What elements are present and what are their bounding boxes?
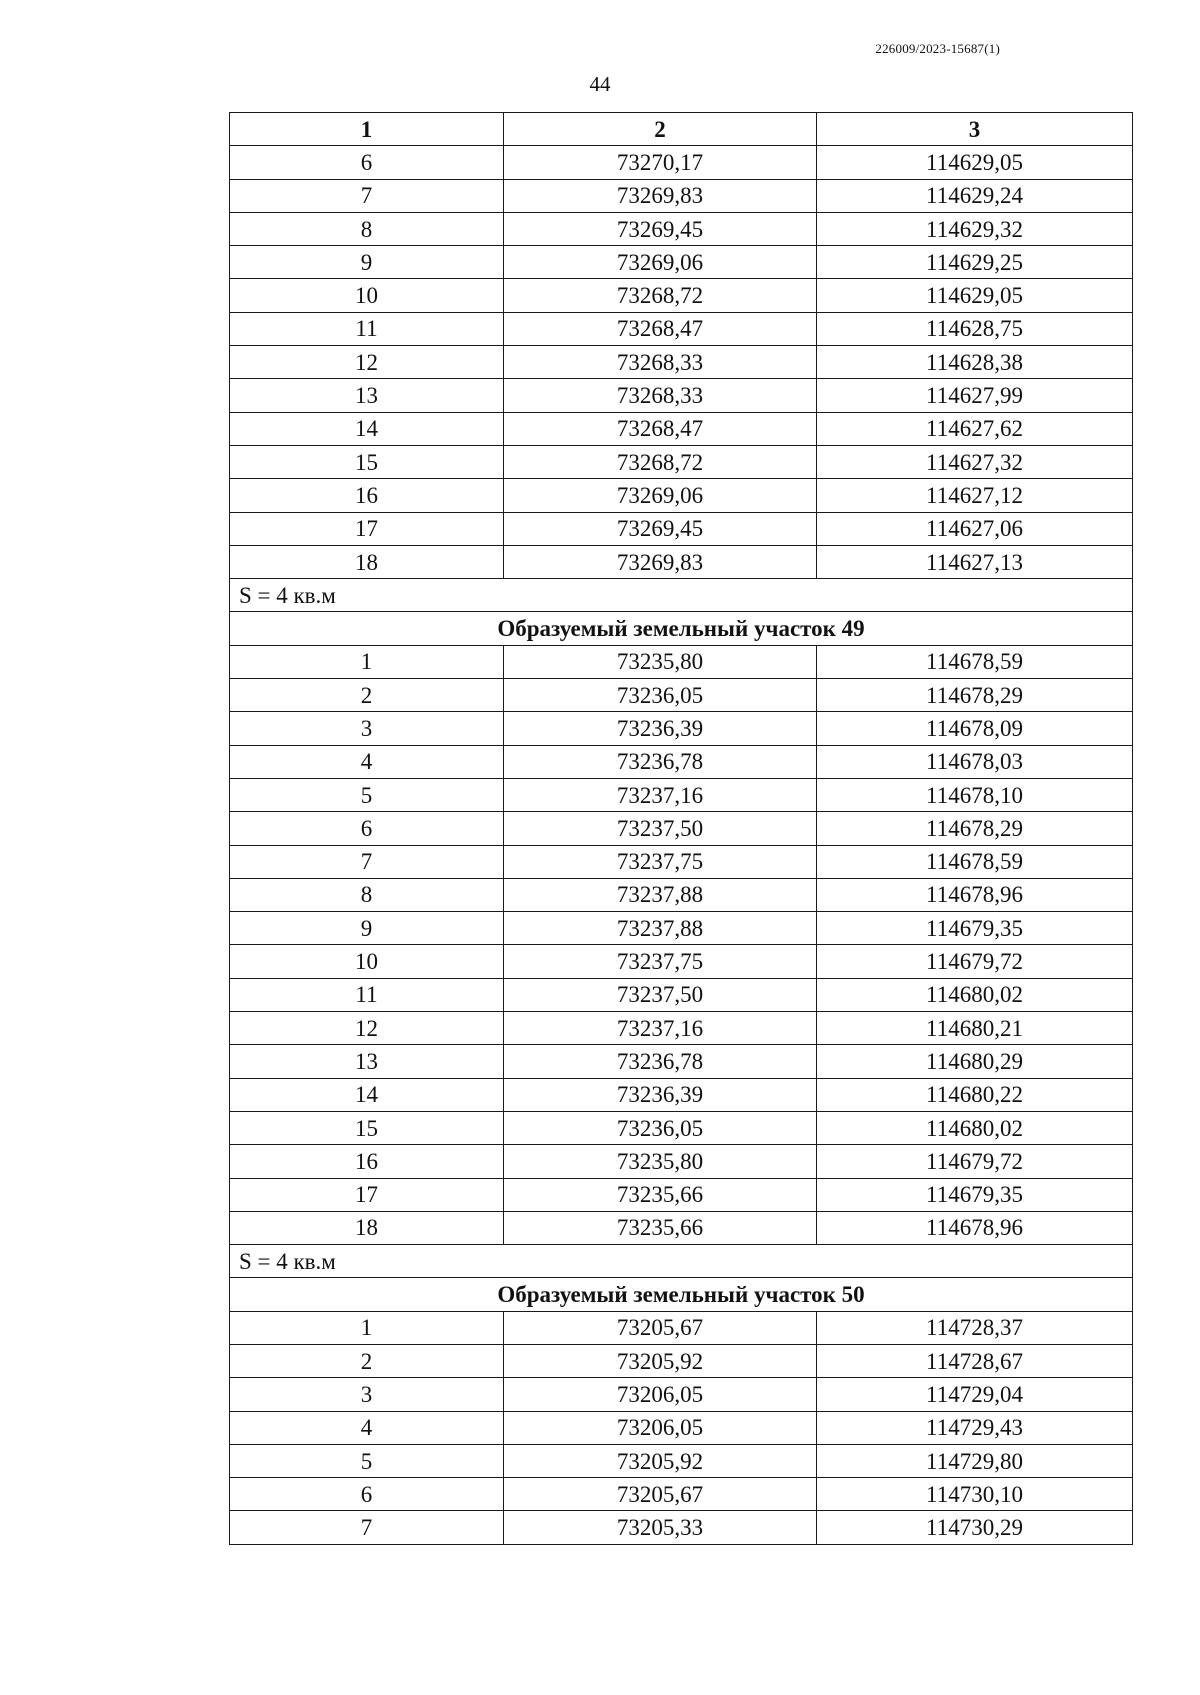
cell-x-coordinate: 73206,05 <box>504 1411 817 1444</box>
cell-point-number: 2 <box>230 1344 504 1377</box>
cell-y-coordinate: 114680,02 <box>817 1111 1133 1144</box>
table-row <box>230 1344 1133 1377</box>
cell-y-coordinate: 114629,32 <box>817 212 1133 245</box>
cell-x-coordinate: 73236,39 <box>504 712 817 745</box>
cell-y-coordinate: 114678,59 <box>817 645 1133 678</box>
section-title: Образуемый земельный участок 49 <box>230 612 1133 645</box>
cell-point-number: 6 <box>230 812 504 845</box>
table-row <box>230 1311 1133 1344</box>
table-body <box>230 146 1133 1544</box>
cell-point-number: 14 <box>230 412 504 445</box>
cell-point-number: 3 <box>230 1378 504 1411</box>
cell-point-number: 11 <box>230 978 504 1011</box>
cell-y-coordinate: 114629,05 <box>817 279 1133 312</box>
section-title: Образуемый земельный участок 50 <box>230 1278 1133 1311</box>
cell-y-coordinate: 114678,29 <box>817 812 1133 845</box>
cell-x-coordinate: 73268,33 <box>504 346 817 379</box>
cell-y-coordinate: 114627,99 <box>817 379 1133 412</box>
cell-y-coordinate: 114729,43 <box>817 1411 1133 1444</box>
cell-point-number: 16 <box>230 479 504 512</box>
header-row <box>230 113 1133 146</box>
cell-point-number: 6 <box>230 1478 504 1511</box>
table-row <box>230 445 1133 478</box>
table-row <box>230 512 1133 545</box>
table-header <box>230 113 1133 146</box>
area-value: S = 4 кв.м <box>230 579 1133 612</box>
cell-point-number: 5 <box>230 778 504 811</box>
cell-point-number: 12 <box>230 1012 504 1045</box>
table-row <box>230 1411 1133 1444</box>
cell-point-number: 7 <box>230 845 504 878</box>
cell-x-coordinate: 73269,83 <box>504 545 817 578</box>
cell-point-number: 12 <box>230 346 504 379</box>
cell-x-coordinate: 73237,88 <box>504 912 817 945</box>
table-row <box>230 679 1133 712</box>
cell-point-number: 9 <box>230 246 504 279</box>
cell-y-coordinate: 114729,80 <box>817 1444 1133 1477</box>
cell-x-coordinate: 73269,45 <box>504 512 817 545</box>
cell-y-coordinate: 114680,29 <box>817 1045 1133 1078</box>
cell-y-coordinate: 114730,10 <box>817 1478 1133 1511</box>
table-row <box>230 978 1133 1011</box>
table-row <box>230 645 1133 678</box>
cell-point-number: 4 <box>230 1411 504 1444</box>
cell-x-coordinate: 73237,75 <box>504 945 817 978</box>
table-row <box>230 479 1133 512</box>
table-row <box>230 712 1133 745</box>
document-id: 226009/2023-15687(1) <box>875 41 1000 56</box>
table-row <box>230 878 1133 911</box>
cell-point-number: 3 <box>230 712 504 745</box>
table-row <box>230 1211 1133 1244</box>
table-row <box>230 146 1133 179</box>
cell-y-coordinate: 114627,32 <box>817 445 1133 478</box>
table-row <box>230 1511 1133 1544</box>
cell-point-number: 2 <box>230 679 504 712</box>
cell-point-number: 8 <box>230 212 504 245</box>
cell-y-coordinate: 114629,24 <box>817 179 1133 212</box>
cell-y-coordinate: 114628,38 <box>817 346 1133 379</box>
cell-point-number: 16 <box>230 1145 504 1178</box>
cell-x-coordinate: 73235,80 <box>504 645 817 678</box>
cell-x-coordinate: 73269,83 <box>504 179 817 212</box>
cell-x-coordinate: 73237,16 <box>504 1012 817 1045</box>
column-header-point: 1 <box>230 113 504 146</box>
cell-x-coordinate: 73269,06 <box>504 246 817 279</box>
table-row <box>230 1078 1133 1111</box>
cell-point-number: 5 <box>230 1444 504 1477</box>
cell-x-coordinate: 73235,66 <box>504 1211 817 1244</box>
cell-x-coordinate: 73236,39 <box>504 1078 817 1111</box>
table-row <box>230 1145 1133 1178</box>
cell-x-coordinate: 73205,33 <box>504 1511 817 1544</box>
cell-point-number: 6 <box>230 146 504 179</box>
cell-y-coordinate: 114678,59 <box>817 845 1133 878</box>
cell-point-number: 17 <box>230 512 504 545</box>
cell-y-coordinate: 114680,21 <box>817 1012 1133 1045</box>
table-row <box>230 412 1133 445</box>
cell-y-coordinate: 114729,04 <box>817 1378 1133 1411</box>
cell-x-coordinate: 73236,05 <box>504 1111 817 1144</box>
table-row <box>230 179 1133 212</box>
cell-x-coordinate: 73236,78 <box>504 745 817 778</box>
coordinates-table <box>229 112 1133 1545</box>
cell-x-coordinate: 73268,47 <box>504 412 817 445</box>
cell-x-coordinate: 73269,06 <box>504 479 817 512</box>
cell-point-number: 7 <box>230 1511 504 1544</box>
cell-x-coordinate: 73270,17 <box>504 146 817 179</box>
cell-y-coordinate: 114679,72 <box>817 945 1133 978</box>
cell-x-coordinate: 73205,67 <box>504 1311 817 1344</box>
table-row <box>230 279 1133 312</box>
table-row <box>230 1378 1133 1411</box>
cell-point-number: 13 <box>230 1045 504 1078</box>
area-value: S = 4 кв.м <box>230 1245 1133 1278</box>
cell-x-coordinate: 73206,05 <box>504 1378 817 1411</box>
cell-x-coordinate: 73235,80 <box>504 1145 817 1178</box>
table-row <box>230 312 1133 345</box>
table-row <box>230 1444 1133 1477</box>
cell-y-coordinate: 114678,09 <box>817 712 1133 745</box>
cell-y-coordinate: 114678,96 <box>817 878 1133 911</box>
cell-x-coordinate: 73269,45 <box>504 212 817 245</box>
cell-y-coordinate: 114627,12 <box>817 479 1133 512</box>
section-title-row <box>230 612 1133 645</box>
cell-x-coordinate: 73237,75 <box>504 845 817 878</box>
cell-y-coordinate: 114627,13 <box>817 545 1133 578</box>
table-row <box>230 945 1133 978</box>
cell-x-coordinate: 73235,66 <box>504 1178 817 1211</box>
cell-point-number: 1 <box>230 1311 504 1344</box>
cell-point-number: 14 <box>230 1078 504 1111</box>
table-row <box>230 1111 1133 1144</box>
cell-point-number: 4 <box>230 745 504 778</box>
table-row <box>230 246 1133 279</box>
cell-point-number: 10 <box>230 279 504 312</box>
cell-y-coordinate: 114678,03 <box>817 745 1133 778</box>
table-row <box>230 1178 1133 1211</box>
cell-point-number: 8 <box>230 878 504 911</box>
cell-x-coordinate: 73268,47 <box>504 312 817 345</box>
cell-y-coordinate: 114627,62 <box>817 412 1133 445</box>
area-row <box>230 579 1133 612</box>
cell-x-coordinate: 73237,50 <box>504 978 817 1011</box>
cell-y-coordinate: 114730,29 <box>817 1511 1133 1544</box>
cell-x-coordinate: 73205,92 <box>504 1444 817 1477</box>
cell-x-coordinate: 73205,67 <box>504 1478 817 1511</box>
cell-point-number: 9 <box>230 912 504 945</box>
cell-point-number: 1 <box>230 645 504 678</box>
cell-x-coordinate: 73236,05 <box>504 679 817 712</box>
column-header-x: 2 <box>504 113 817 146</box>
cell-point-number: 15 <box>230 445 504 478</box>
cell-y-coordinate: 114678,29 <box>817 679 1133 712</box>
cell-x-coordinate: 73236,78 <box>504 1045 817 1078</box>
cell-x-coordinate: 73237,50 <box>504 812 817 845</box>
cell-y-coordinate: 114627,06 <box>817 512 1133 545</box>
table-row <box>230 1478 1133 1511</box>
cell-y-coordinate: 114728,67 <box>817 1344 1133 1377</box>
cell-y-coordinate: 114629,05 <box>817 146 1133 179</box>
table-row <box>230 812 1133 845</box>
table-row <box>230 545 1133 578</box>
cell-point-number: 18 <box>230 545 504 578</box>
cell-y-coordinate: 114728,37 <box>817 1311 1133 1344</box>
cell-x-coordinate: 73268,72 <box>504 279 817 312</box>
cell-y-coordinate: 114679,35 <box>817 1178 1133 1211</box>
cell-point-number: 15 <box>230 1111 504 1144</box>
cell-x-coordinate: 73268,33 <box>504 379 817 412</box>
table-row <box>230 1012 1133 1045</box>
cell-x-coordinate: 73237,16 <box>504 778 817 811</box>
cell-x-coordinate: 73268,72 <box>504 445 817 478</box>
table-row <box>230 778 1133 811</box>
cell-y-coordinate: 114679,72 <box>817 1145 1133 1178</box>
table-row <box>230 845 1133 878</box>
cell-y-coordinate: 114678,96 <box>817 1211 1133 1244</box>
cell-y-coordinate: 114680,22 <box>817 1078 1133 1111</box>
table-row <box>230 379 1133 412</box>
table-row <box>230 745 1133 778</box>
cell-x-coordinate: 73205,92 <box>504 1344 817 1377</box>
table-row <box>230 1045 1133 1078</box>
cell-y-coordinate: 114629,25 <box>817 246 1133 279</box>
table-row <box>230 212 1133 245</box>
cell-point-number: 7 <box>230 179 504 212</box>
cell-point-number: 10 <box>230 945 504 978</box>
area-row <box>230 1245 1133 1278</box>
section-title-row <box>230 1278 1133 1311</box>
cell-y-coordinate: 114628,75 <box>817 312 1133 345</box>
cell-point-number: 18 <box>230 1211 504 1244</box>
table-row <box>230 346 1133 379</box>
table-row <box>230 912 1133 945</box>
cell-y-coordinate: 114679,35 <box>817 912 1133 945</box>
column-header-y: 3 <box>817 113 1133 146</box>
cell-y-coordinate: 114678,10 <box>817 778 1133 811</box>
cell-point-number: 17 <box>230 1178 504 1211</box>
cell-point-number: 11 <box>230 312 504 345</box>
page-number: 44 <box>589 72 611 96</box>
cell-y-coordinate: 114680,02 <box>817 978 1133 1011</box>
cell-x-coordinate: 73237,88 <box>504 878 817 911</box>
cell-point-number: 13 <box>230 379 504 412</box>
